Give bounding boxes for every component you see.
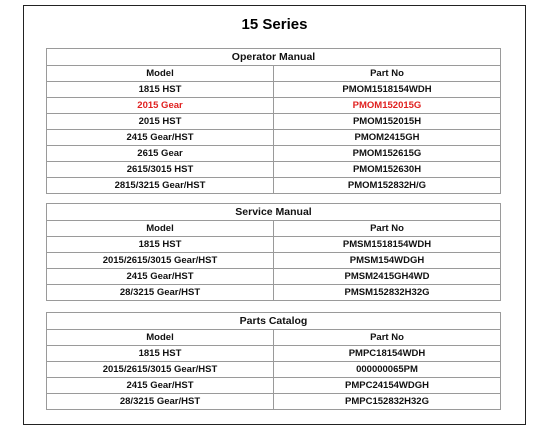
part-no-cell[interactable]: PMPC18154WDH (274, 346, 501, 362)
part-no-header: Part No (274, 330, 501, 346)
part-no-cell[interactable]: PMSM2415GH4WD (274, 269, 501, 285)
table-row (47, 114, 501, 130)
document-frame (23, 5, 526, 425)
part-no-header: Part No (274, 221, 501, 237)
part-no-cell[interactable]: PMOM1518154WDH (274, 82, 501, 98)
table-row (47, 237, 501, 253)
model-cell: 2015 HST (47, 114, 274, 130)
part-no-cell[interactable]: PMPC24154WDGH (274, 378, 501, 394)
section-title: Service Manual (47, 204, 501, 221)
part-no-cell[interactable]: PMOM152615G (274, 146, 501, 162)
model-cell: 28/3215 Gear/HST (47, 394, 274, 410)
model-cell: 2615/3015 HST (47, 162, 274, 178)
table-row (47, 285, 501, 301)
part-no-cell[interactable]: 000000065PM (274, 362, 501, 378)
model-header: Model (47, 66, 274, 82)
table-row (47, 269, 501, 285)
model-header: Model (47, 221, 274, 237)
model-cell: 2615 Gear (47, 146, 274, 162)
page-title: 15 Series (241, 16, 308, 33)
model-cell: 1815 HST (47, 237, 274, 253)
model-cell: 2815/3215 Gear/HST (47, 178, 274, 194)
part-no-cell[interactable]: PMSM152832H32G (274, 285, 501, 301)
part-no-cell[interactable]: PMSM154WDGH (274, 253, 501, 269)
model-cell: 2415 Gear/HST (47, 130, 274, 146)
model-cell: 2415 Gear/HST (47, 269, 274, 285)
model-header: Model (47, 330, 274, 346)
part-no-cell[interactable]: PMOM152630H (274, 162, 501, 178)
operator-manual-table (46, 48, 501, 194)
model-cell: 2415 Gear/HST (47, 378, 274, 394)
part-no-cell[interactable]: PMSM1518154WDH (274, 237, 501, 253)
parts-catalog-table (46, 312, 501, 410)
model-cell: 1815 HST (47, 82, 274, 98)
model-cell: 1815 HST (47, 346, 274, 362)
part-no-cell[interactable]: PMOM152015H (274, 114, 501, 130)
section-title: Parts Catalog (47, 313, 501, 330)
model-cell: 2015/2615/3015 Gear/HST (47, 253, 274, 269)
table-row (47, 253, 501, 269)
table-row (47, 162, 501, 178)
part-no-cell[interactable]: PMOM152832H/G (274, 178, 501, 194)
part-no-cell[interactable]: PMPC152832H32G (274, 394, 501, 410)
table-row (47, 178, 501, 194)
model-cell: 28/3215 Gear/HST (47, 285, 274, 301)
table-row (47, 378, 501, 394)
part-no-cell[interactable]: PMOM152015G (274, 98, 501, 114)
table-row (47, 146, 501, 162)
section-title: Operator Manual (47, 49, 501, 66)
part-no-cell[interactable]: PMOM2415GH (274, 130, 501, 146)
table-row (47, 394, 501, 410)
part-no-header: Part No (274, 66, 501, 82)
table-row (47, 98, 501, 114)
model-cell: 2015 Gear (47, 98, 274, 114)
table-row (47, 346, 501, 362)
table-row (47, 82, 501, 98)
model-cell: 2015/2615/3015 Gear/HST (47, 362, 274, 378)
service-manual-table (46, 203, 501, 301)
table-row (47, 130, 501, 146)
table-row (47, 362, 501, 378)
